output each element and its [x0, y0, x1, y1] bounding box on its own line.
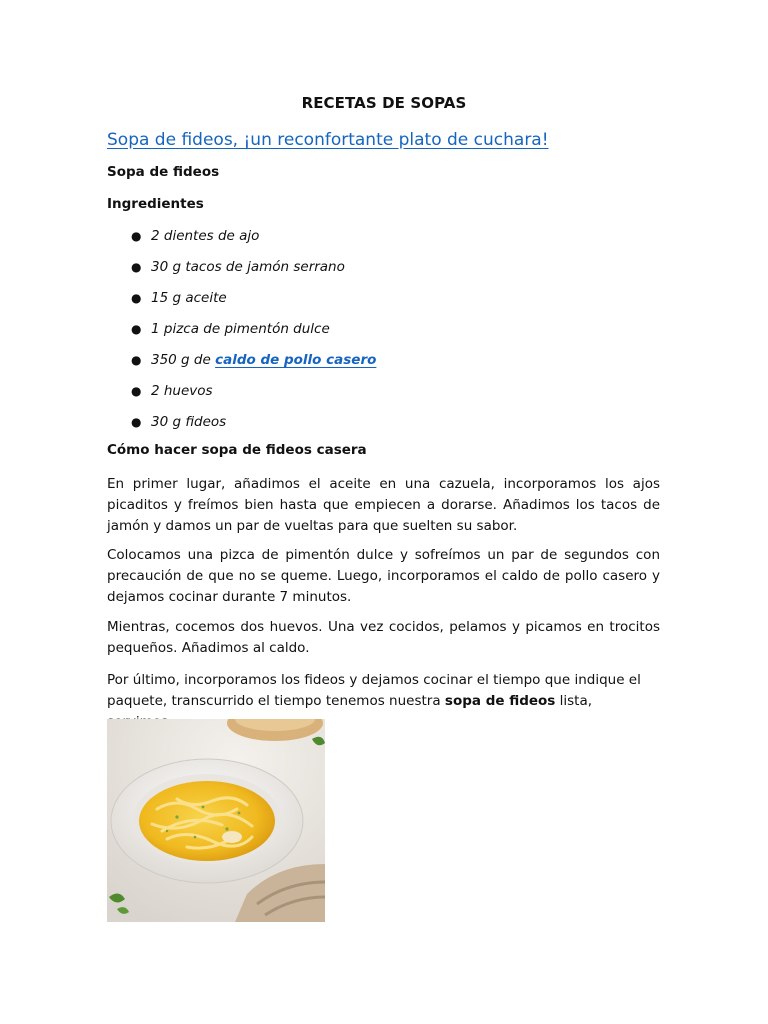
caldo-de-pollo-link[interactable]: caldo de pollo casero [215, 352, 377, 368]
method-heading: Cómo hacer sopa de fideos casera [107, 442, 367, 458]
ingredient-text: 15 g aceite [151, 290, 227, 306]
ingredient-text: 30 g fideos [151, 414, 227, 430]
ingredient-item [107, 411, 667, 442]
final-paragraph-end: lista, [559, 693, 593, 709]
ingredient-item [107, 287, 667, 318]
bullet-icon: ● [131, 260, 142, 274]
method-paragraph: En primer lugar, añadimos el aceite en una cazuela, incorporamos los ajos picaditos y freímos bien hasta que empiecen a dorarse. Añadimos los tacos de jamón y damos un par de vueltas para que suelten su sabor. [107, 476, 660, 534]
final-paragraph-bold: sopa de fideos [444, 693, 556, 709]
bullet-icon: ● [131, 322, 142, 336]
ingredients-heading: Ingredientes [107, 196, 204, 212]
ingredient-text: 2 dientes de ajo [151, 228, 260, 244]
recipe-heading-link[interactable]: Sopa de fideos, ¡un reconfortante plato de cuchara! [107, 130, 549, 150]
ingredient-item [107, 256, 667, 287]
bullet-icon: ● [131, 229, 142, 243]
ingredient-text: 30 g tacos de jamón serrano [151, 259, 345, 275]
ingredient-item [107, 349, 667, 380]
ingredients-list [107, 225, 667, 442]
bullet-icon: ● [131, 353, 142, 367]
bullet-icon: ● [131, 384, 142, 398]
method-paragraph: Colocamos una pizca de pimentón dulce y sofreímos un par de segundos con precaución de que no se queme. Luego, incorporamos el caldo de pollo casero y dejamos cocinar durante 7 minutos. [107, 547, 660, 605]
ingredient-text: 1 pizca de pimentón dulce [151, 321, 330, 337]
ingredient-item [107, 318, 667, 349]
final-paragraph-text: Por último, incorporamos los fideos y dejamos cocinar el tiempo que indique el paquete, transcurrido el tiempo tenemos nuestra [107, 672, 641, 709]
soup-illustration [107, 719, 325, 922]
method-paragraph: Mientras, cocemos dos huevos. Una vez cocidos, pelamos y picamos en trocitos pequeños. Añadimos al caldo. [107, 619, 660, 656]
recipe-name: Sopa de fideos [107, 164, 220, 180]
ingredient-text: 2 huevos [151, 383, 213, 399]
document-title: RECETAS DE SOPAS [301, 94, 467, 112]
bullet-icon: ● [131, 415, 142, 429]
soup-photo [107, 719, 325, 922]
ingredient-item [107, 380, 667, 411]
ingredient-text: 350 g de [151, 352, 216, 368]
ingredient-item [107, 225, 667, 256]
bullet-icon: ● [131, 291, 142, 305]
